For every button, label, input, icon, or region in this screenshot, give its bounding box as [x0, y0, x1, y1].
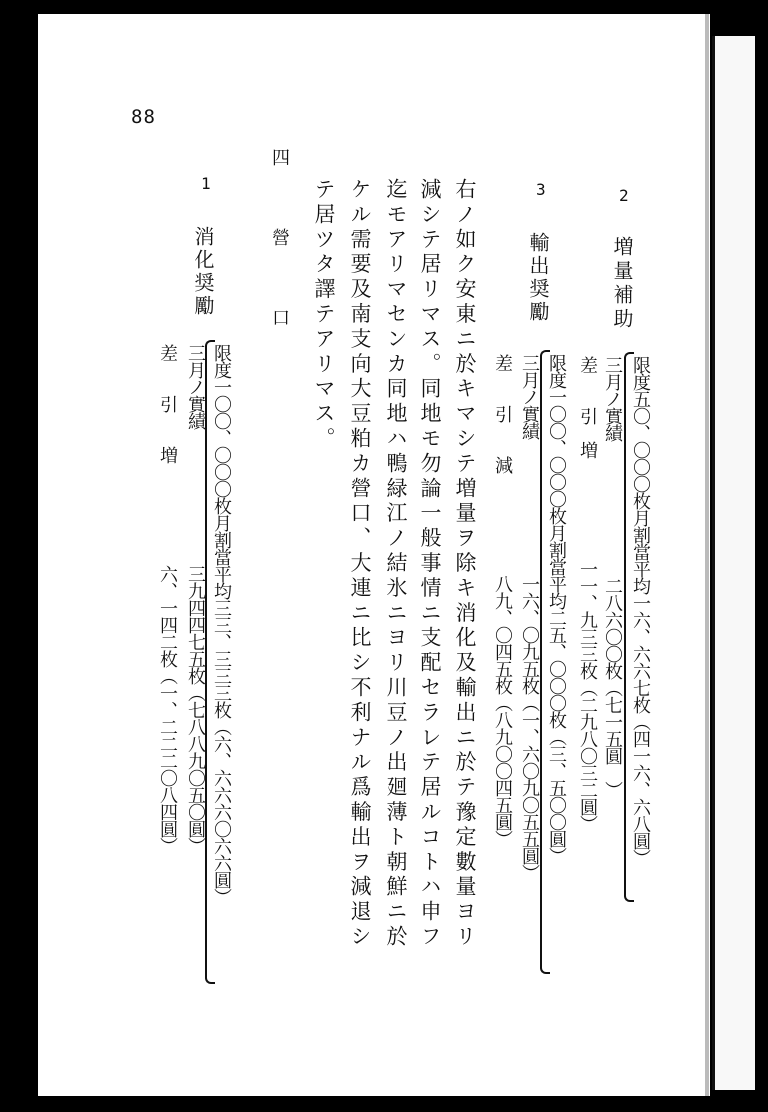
- page-number: 88: [131, 106, 156, 128]
- section4-heading: 四 營 口: [269, 148, 290, 348]
- item2-number: 2: [619, 186, 629, 205]
- item2-title: 増量補助: [610, 236, 634, 332]
- item3-title: 輸出奨勵: [526, 232, 550, 324]
- item2-actual-line: 三月ノ實績 二八六〇〇枚（七一五圓 ）: [602, 356, 623, 798]
- paragraph-line-1: 右ノ如ク安東ニ於キマシテ増量ヲ除キ消化及輸出ニ於テ豫定數量ヨリ: [453, 178, 477, 950]
- item1-title: 消化奨勵: [191, 226, 215, 318]
- paragraph-line-3: 迄モアリマセンカ同地ハ鴨緑江ノ結氷ニヨリ川豆ノ出廻薄ト朝鮮ニ於: [384, 178, 408, 950]
- facing-page-edge: [712, 36, 755, 1090]
- item2-difference-line: 差 引 増 一一、九三三枚（二九八〇三二圓）: [577, 356, 598, 832]
- book-spine: [705, 14, 709, 1096]
- item1-actual-line: 三月ノ實績 三九四四七五枚（七八八九〇五〇圓）: [185, 344, 206, 854]
- item1-limit-line: 限度一〇〇、〇〇〇枚月割當平均三三、三三三枚（六、六六六〇六六圓）: [211, 344, 232, 905]
- paragraph-line-2: 減シテ居リマス。同地モ勿論一般事情ニ支配セラレテ居ルコトハ申フ: [418, 178, 442, 950]
- paragraph-line-5: テ居ツタ譯テアリマス。: [312, 178, 336, 452]
- item1-number: 1: [201, 174, 211, 193]
- item2-limit-line: 限度五〇、〇〇〇枚月割當平均一六、六六七枚（四一六、六八圓）: [630, 356, 651, 866]
- item3-limit-line: 限度一〇〇、〇〇〇枚月割當平均二五、〇〇〇枚（三、五〇〇圓）: [546, 354, 567, 864]
- item3-number: 3: [536, 180, 546, 199]
- item1-difference-line: 差 引 増 六、一四二枚（一、二二二〇八四圓）: [157, 344, 178, 854]
- item3-actual-line: 三月ノ實績 一六、〇九五枚（一、六〇九〇五五圓）: [519, 354, 540, 881]
- paragraph-line-4: ケル需要及南支向大豆粕カ營口、大連ニ比シ不利ナル爲輸出ヲ減退シ: [348, 178, 372, 950]
- item3-difference-line: 差 引 減 八九、〇四五枚（八九〇〇四五圓）: [492, 354, 513, 847]
